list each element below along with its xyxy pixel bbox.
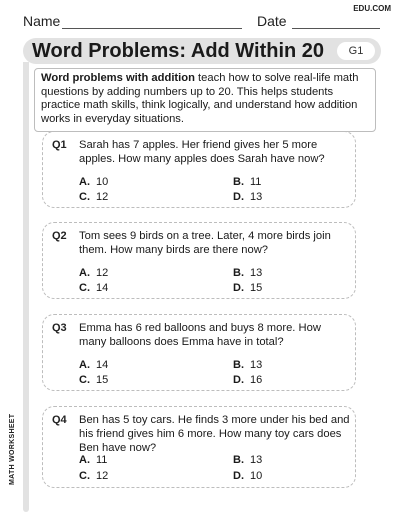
option-a[interactable]: A. 14 [79, 359, 109, 371]
option-c[interactable]: C. 15 [79, 374, 109, 386]
side-frame [23, 62, 29, 512]
option-d[interactable]: D. 13 [233, 191, 263, 203]
question-text: Ben has 5 toy cars. He finds 3 more under his bed and his friend gives him 6 more. How many toy cars does Ben have now? [79, 414, 350, 454]
date-label: Date [257, 13, 287, 29]
grade-badge: G1 [337, 42, 375, 60]
question-card [42, 314, 356, 391]
intro-text: teach how to solve real-life math questions by adding numbers up to 20. This helps students practice math skills, think logically, and understand how addition works in everyday situations. [41, 72, 359, 125]
option-a[interactable]: A. 12 [79, 267, 109, 279]
option-b[interactable]: B. 11 [233, 176, 262, 188]
brand-logo: EDU.COM [353, 4, 391, 13]
option-d[interactable]: D. 16 [233, 374, 263, 386]
option-c[interactable]: C. 14 [79, 282, 109, 294]
intro-box [34, 68, 376, 132]
question-card [42, 222, 356, 299]
option-b[interactable]: B. 13 [233, 454, 263, 466]
question-text: Tom sees 9 birds on a tree. Later, 4 more birds join them. How many birds are there now? [79, 230, 331, 256]
option-d[interactable]: D. 10 [233, 470, 263, 482]
question-number: Q2 [52, 230, 67, 242]
question-number: Q3 [52, 322, 67, 334]
intro-bold: Word problems with addition [41, 72, 195, 84]
name-line[interactable] [62, 28, 242, 29]
option-c[interactable]: C. 12 [79, 470, 109, 482]
option-c[interactable]: C. 12 [79, 191, 109, 203]
question-text: Sarah has 7 apples. Her friend gives her 5 more apples. How many apples does Sarah have now? [79, 139, 325, 165]
option-a[interactable]: A. 11 [79, 454, 108, 466]
title-bar [23, 38, 381, 64]
side-label: MATH WORKSHEET [9, 413, 16, 485]
option-a[interactable]: A. 10 [79, 176, 109, 188]
question-card [42, 131, 356, 208]
option-b[interactable]: B. 13 [233, 267, 263, 279]
name-label: Name [23, 13, 61, 29]
question-number: Q1 [52, 139, 67, 151]
date-line[interactable] [292, 28, 380, 29]
option-b[interactable]: B. 13 [233, 359, 263, 371]
question-number: Q4 [52, 414, 67, 426]
page-title: Word Problems: Add Within 20 [31, 40, 325, 62]
option-d[interactable]: D. 15 [233, 282, 263, 294]
question-text: Emma has 6 red balloons and buys 8 more. How many balloons does Emma have in total? [79, 322, 321, 348]
question-card [42, 406, 356, 488]
